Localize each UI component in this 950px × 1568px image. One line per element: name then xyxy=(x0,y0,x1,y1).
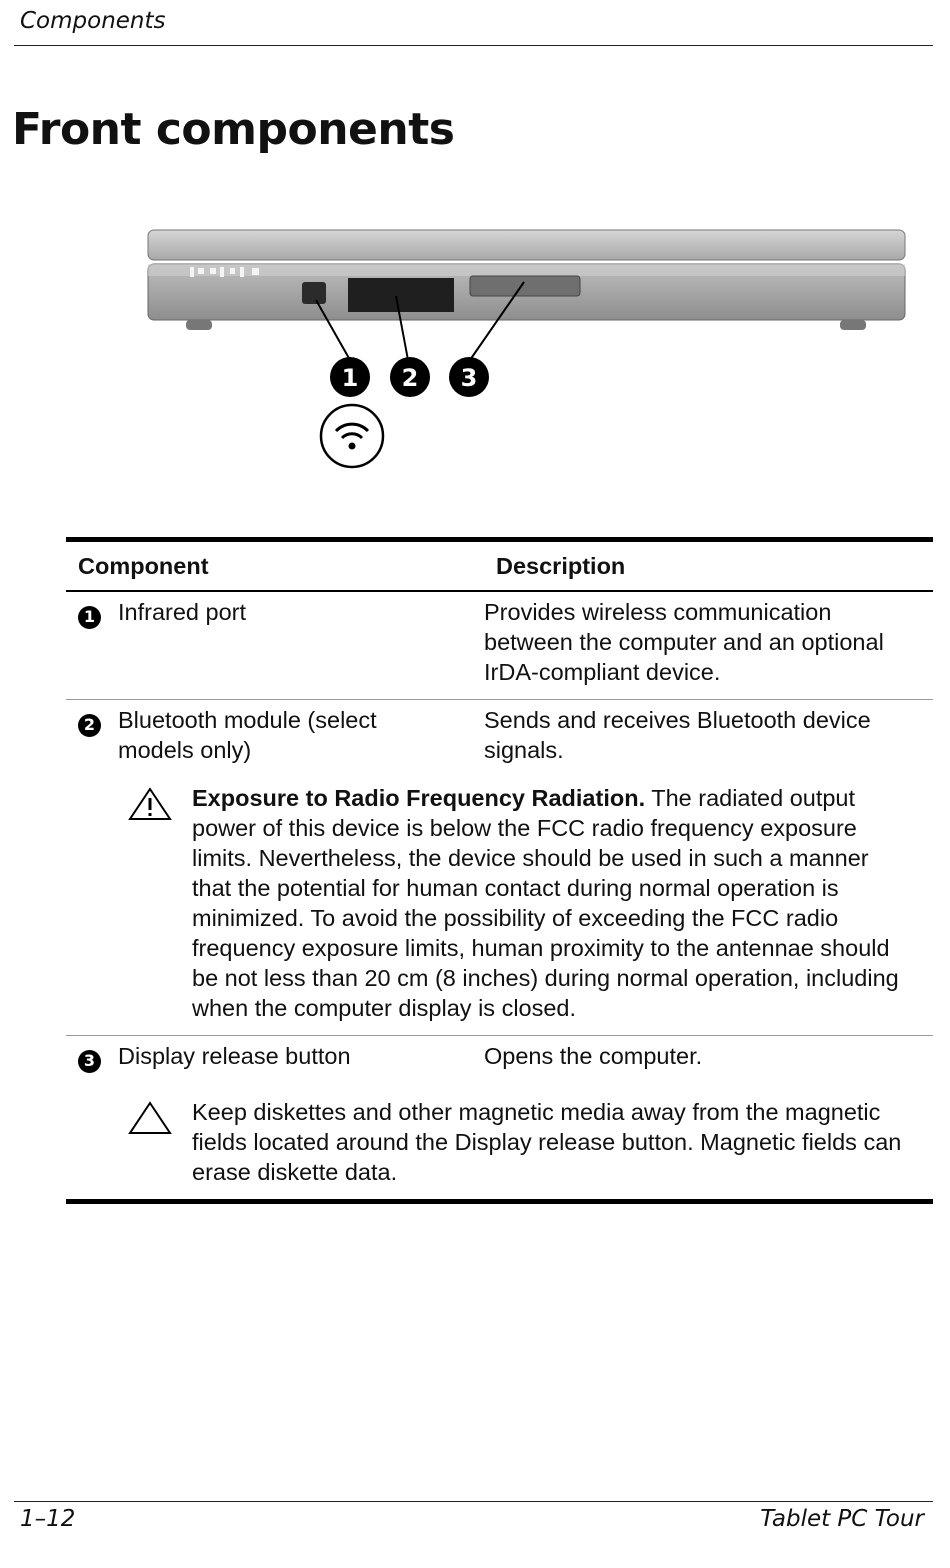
caution-text: Keep diskettes and other magnetic media away from the magnetic fields located around the Display release button. Magnetic fields can erase diskette data. xyxy=(192,1099,902,1185)
table-row xyxy=(66,705,933,765)
table-row xyxy=(66,1041,933,1073)
footer-rule xyxy=(14,1501,933,1502)
page-title: Front components xyxy=(12,104,455,155)
page-number: 1–12 xyxy=(20,1506,76,1532)
component-name: Bluetooth module (select models only) xyxy=(118,707,377,763)
component-description: Sends and receives Bluetooth device signals. xyxy=(484,707,871,763)
bluetooth-module xyxy=(348,278,454,312)
infrared-port xyxy=(302,282,326,304)
component-description: Opens the computer. xyxy=(484,1043,703,1069)
running-header: Components xyxy=(20,8,166,34)
warning-note xyxy=(66,783,933,1023)
table-row xyxy=(66,597,933,687)
callout-1 xyxy=(330,357,370,397)
header-rule xyxy=(14,45,933,46)
header-description: Description xyxy=(496,552,626,579)
callout-bullet: 1 xyxy=(78,606,101,629)
wireless-icon xyxy=(321,405,383,467)
component-name: Infrared port xyxy=(118,599,247,625)
caution-icon xyxy=(66,1097,192,1187)
caution-note xyxy=(66,1097,933,1187)
header-component: Component xyxy=(78,552,209,579)
warning-body: The radiated output power of this device is below the FCC radio frequency exposure limits. Nevertheless, the device should be used in such a manner that the potential for human contact during normal operation is minimized. To avoid the possibility of exceeding the FCC radio frequency exposure limits, human proximity to the antennae should be not less than 20 cm (8 inches) during normal operation, including when the computer display is closed. xyxy=(192,785,899,1021)
component-description: Provides wireless communication between the computer and an optional IrDA-compliant device. xyxy=(484,599,884,685)
components-table xyxy=(66,537,933,1204)
warning-title: Exposure to Radio Frequency Radiation. xyxy=(192,785,646,811)
display-release-button xyxy=(470,276,580,296)
callout-3 xyxy=(449,357,489,397)
svg-text:1: 1 xyxy=(341,364,359,392)
callout-bullet: 2 xyxy=(78,714,101,737)
laptop-front-figure xyxy=(140,220,920,480)
warning-icon xyxy=(66,783,192,1023)
component-name: Display release button xyxy=(118,1043,351,1069)
laptop-front-illustration xyxy=(140,220,920,480)
warning-text xyxy=(192,783,933,1023)
callout-2 xyxy=(390,357,430,397)
svg-text:2: 2 xyxy=(401,364,419,392)
callout-bullet: 3 xyxy=(78,1050,101,1073)
svg-text:3: 3 xyxy=(460,364,478,392)
table-header xyxy=(66,542,933,590)
chapter-title: Tablet PC Tour xyxy=(760,1506,924,1532)
